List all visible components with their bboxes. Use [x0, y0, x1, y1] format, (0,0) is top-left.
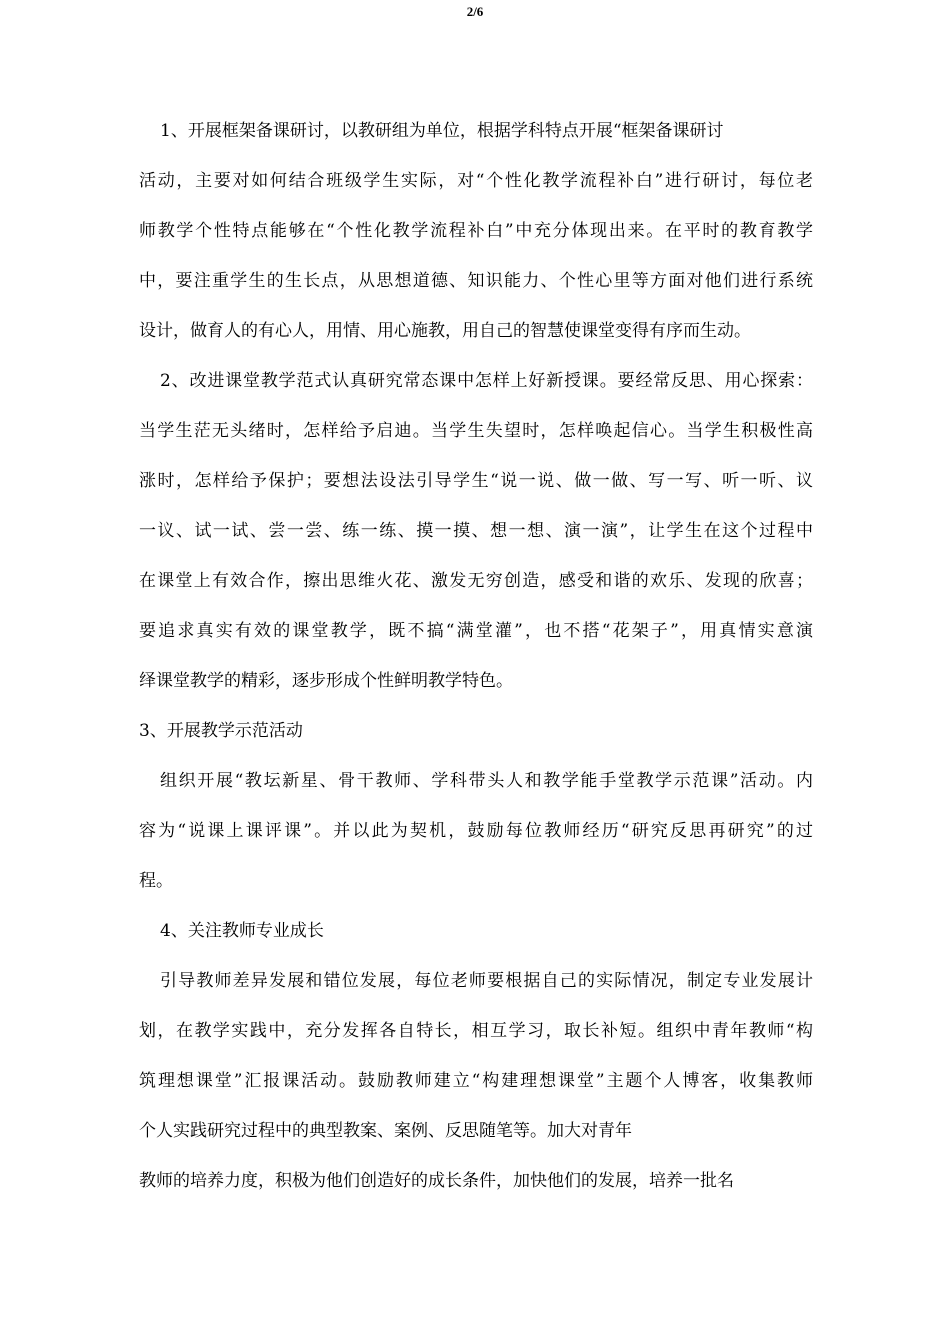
text-line: 在课堂上有效合作，擦出思维火花、激发无穷创造，感受和谐的欢乐、发现的欣喜；	[139, 571, 813, 591]
text-line: 2、改进课堂教学范式认真研究常态课中怎样上好新授课。要经常反思、用心探索：	[160, 371, 813, 391]
text-line: 一议、试一试、尝一尝、练一练、摸一摸、想一想、演一演”，让学生在这个过程中	[139, 521, 813, 541]
text-line: 个人实践研究过程中的典型教案、案例、反思随笔等。加大对青年	[139, 1121, 632, 1141]
document-body	[139, 106, 813, 1206]
text-line: 容为“说课上课评课”。并以此为契机，鼓励每位教师经历“研究反思再研究”的过	[139, 821, 813, 841]
text-line: 活动，主要对如何结合班级学生实际，对“个性化教学流程补白”进行研讨，每位老	[139, 171, 813, 191]
text-line: 组织开展“教坛新星、骨干教师、学科带头人和教学能手堂教学示范课”活动。内	[160, 771, 813, 791]
text-line: 1、开展框架备课研讨，以教研组为单位，根据学科特点开展“框架备课研讨	[160, 121, 724, 141]
text-line: 中，要注重学生的生长点，从思想道德、知识能力、个性心里等方面对他们进行系统	[139, 271, 813, 291]
text-line: 设计，做育人的有心人，用情、用心施教，用自己的智慧使课堂变得有序而生动。	[139, 321, 751, 341]
text-line: 当学生茫无头绪时，怎样给予启迪。当学生失望时，怎样唤起信心。当学生积极性高	[139, 421, 813, 441]
text-line: 师教学个性特点能够在“个性化教学流程补白”中充分体现出来。在平时的教育教学	[139, 221, 813, 241]
section-heading: 4、关注教师专业成长	[160, 921, 324, 941]
page-number: 2/6	[466, 4, 484, 19]
text-line: 引导教师差异发展和错位发展，每位老师要根据自己的实际情况，制定专业发展计	[160, 971, 813, 991]
text-line: 划，在教学实践中，充分发挥各自特长，相互学习，取长补短。组织中青年教师“构	[139, 1021, 813, 1041]
text-line: 绎课堂教学的精彩，逐步形成个性鲜明教学特色。	[139, 671, 513, 691]
text-line: 筑理想课堂”汇报课活动。鼓励教师建立“构建理想课堂”主题个人博客，收集教师	[139, 1071, 813, 1091]
section-heading: 3、开展教学示范活动	[139, 721, 303, 741]
text-line: 程。	[139, 871, 173, 891]
text-line: 涨时，怎样给予保护；要想法设法引导学生“说一说、做一做、写一写、听一听、议	[139, 471, 813, 491]
text-line: 教师的培养力度，积极为他们创造好的成长条件，加快他们的发展，培养一批名	[139, 1171, 734, 1191]
text-line: 要追求真实有效的课堂教学，既不搞“满堂灌”，也不搭“花架子”，用真情实意演	[139, 621, 813, 641]
